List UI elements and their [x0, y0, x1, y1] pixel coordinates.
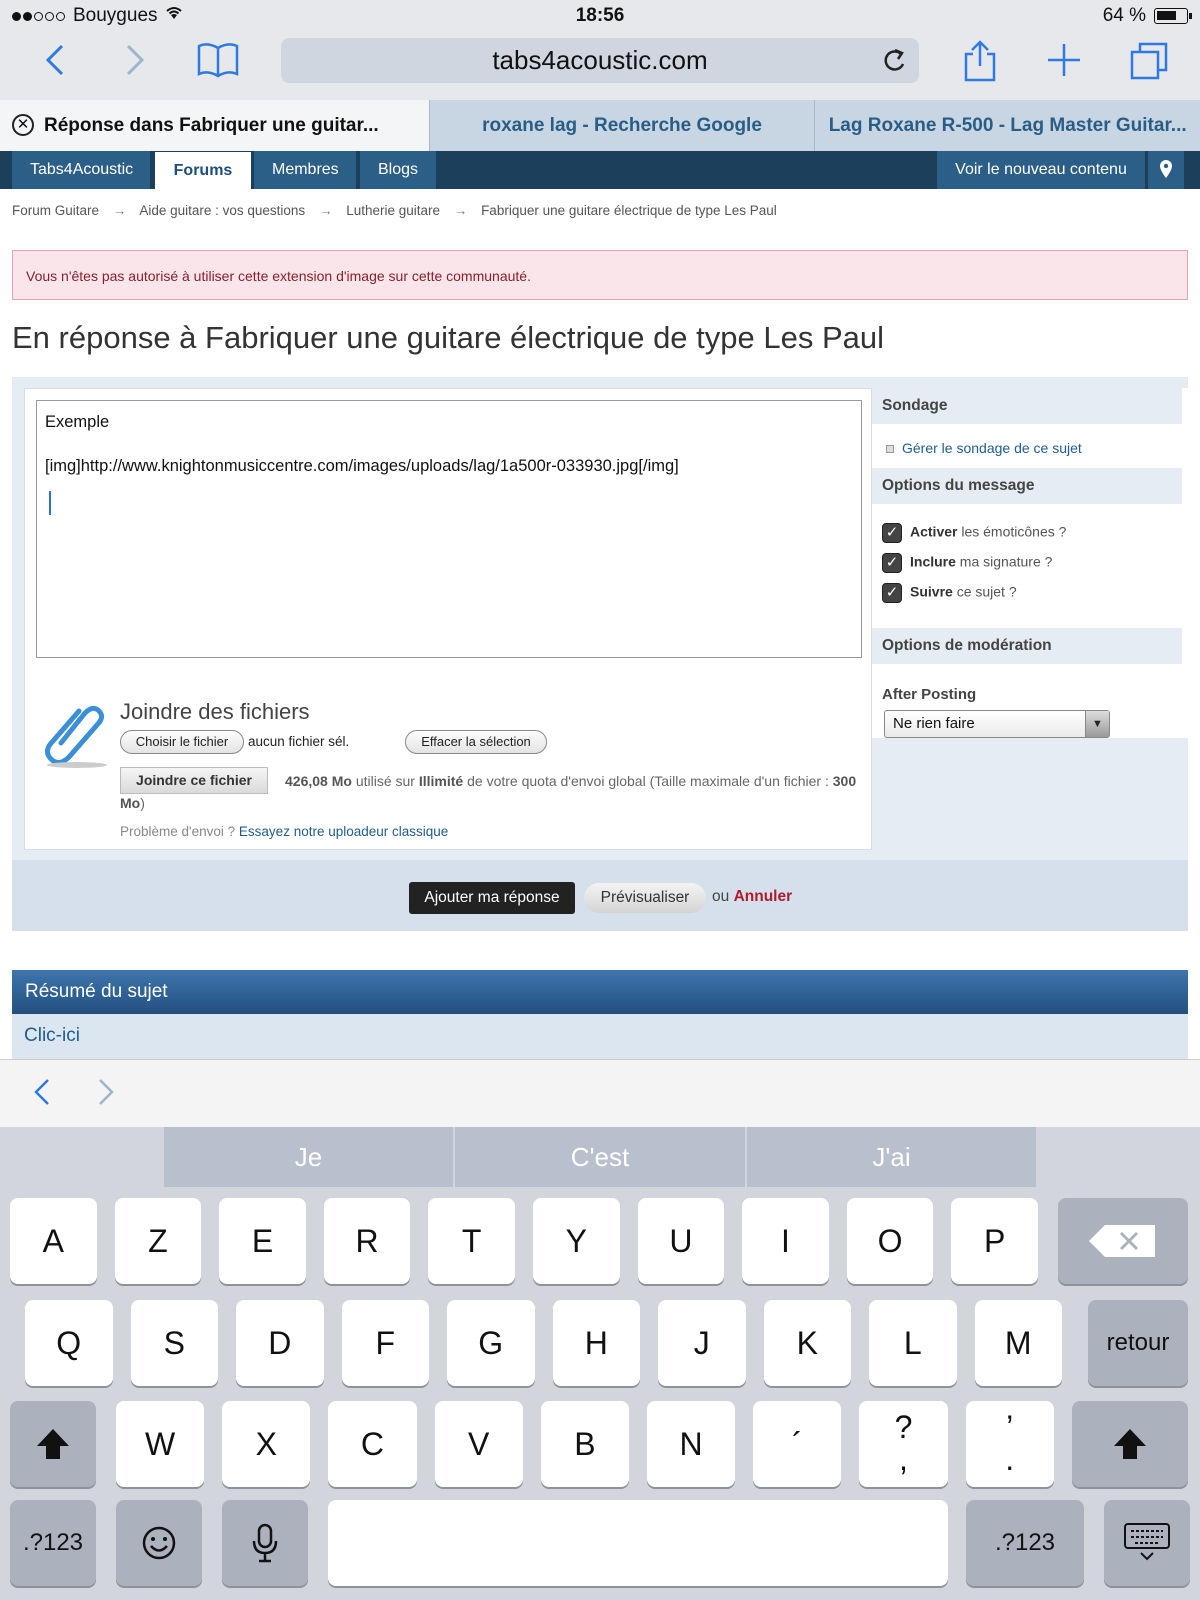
breadcrumb — [12, 203, 787, 218]
checkbox-checked-icon[interactable]: ✓ — [882, 523, 902, 543]
editor-panel — [24, 388, 872, 850]
return-key[interactable]: retour — [1088, 1300, 1188, 1386]
key-9[interactable]: L — [869, 1300, 957, 1386]
key-2[interactable]: Z — [115, 1198, 202, 1284]
key-5[interactable]: T — [428, 1198, 515, 1284]
nav-membres[interactable]: Membres — [254, 151, 356, 189]
breadcrumb-separator: → — [112, 203, 127, 218]
quota-used: 426,08 Mo — [285, 773, 352, 789]
numbers-key[interactable]: .?123 — [966, 1500, 1084, 1586]
no-file-label: aucun fichier sél. — [248, 734, 350, 749]
message-editor[interactable] — [36, 400, 862, 658]
share-icon[interactable] — [962, 40, 998, 89]
key-5[interactable]: G — [447, 1300, 535, 1386]
key-9[interactable]: ’ . — [966, 1401, 1054, 1487]
after-posting-select[interactable] — [884, 710, 1110, 738]
key-9[interactable]: O — [847, 1198, 934, 1284]
breadcrumb-separator: → — [453, 203, 468, 218]
attach-file-button[interactable]: Joindre ce fichier — [120, 767, 268, 794]
browser-tabs — [0, 100, 1200, 151]
checkbox-checked-icon[interactable]: ✓ — [882, 583, 902, 603]
choose-file-button[interactable]: Choisir le fichier — [120, 730, 244, 754]
select-value: Ne rien faire — [893, 715, 975, 732]
bullet-icon — [886, 445, 894, 453]
add-reply-button[interactable]: Ajouter ma réponse — [409, 882, 575, 914]
key-3[interactable]: D — [236, 1300, 324, 1386]
tab-reponse[interactable] — [0, 100, 429, 151]
tab-lag-roxane[interactable] — [814, 100, 1200, 151]
delete-key[interactable] — [1058, 1198, 1188, 1284]
message-options-heading: Options du message — [872, 468, 1182, 504]
nav-blogs[interactable]: Blogs — [360, 151, 436, 189]
key-4[interactable]: V — [435, 1401, 523, 1487]
option-signature[interactable] — [882, 553, 1052, 573]
attach-title: Joindre des fichiers — [120, 699, 310, 724]
manage-poll-link[interactable] — [886, 440, 1082, 456]
site-navbar — [0, 151, 1200, 189]
option-label: ma signature ? — [959, 553, 1053, 570]
microphone-key[interactable] — [222, 1500, 308, 1586]
key-2[interactable]: X — [222, 1401, 310, 1487]
option-label: ce sujet ? — [956, 583, 1017, 600]
key-7[interactable]: U — [638, 1198, 725, 1284]
quota-max: 300 Mo — [120, 773, 857, 811]
page-title: En réponse à Fabriquer une guitare électrique de type Les Paul — [12, 320, 885, 355]
new-content-link[interactable]: Voir le nouveau contenu — [937, 151, 1145, 189]
key-7[interactable]: J — [658, 1300, 746, 1386]
key-10[interactable]: P — [951, 1198, 1038, 1284]
poll-heading: Sondage — [872, 388, 1182, 424]
upload-problem — [120, 824, 448, 839]
key-6[interactable]: H — [553, 1300, 641, 1386]
option-follow[interactable] — [882, 583, 1017, 603]
paperclip-icon — [41, 699, 113, 783]
status-bar — [0, 0, 1200, 32]
clear-selection-button[interactable]: Effacer la sélection — [405, 730, 547, 754]
breadcrumb-current[interactable]: Fabriquer une guitare électrique de type Les Paul — [481, 203, 777, 218]
tab-label: Réponse dans Fabriquer une guitar... — [44, 115, 379, 136]
topic-summary-header: Résumé du sujet — [12, 970, 1188, 1014]
tab-google[interactable] — [429, 100, 815, 151]
nav-tabs4acoustic[interactable]: Tabs4Acoustic — [12, 151, 150, 189]
numbers-key[interactable]: .?123 — [10, 1500, 96, 1586]
reload-icon[interactable] — [881, 38, 907, 96]
key-4[interactable]: R — [324, 1198, 411, 1284]
nav-forums[interactable]: Forums — [155, 152, 251, 190]
error-message: Vous n'êtes pas autorisé à utiliser cette extension d'image sur cette communauté. — [12, 250, 1188, 300]
previous-field-icon[interactable] — [30, 1070, 54, 1124]
quota-limit: Illimité — [418, 773, 464, 789]
editor-line: [img]http://www.knightonmusiccentre.com/images/uploads/lag/1a500r-033930.jpg[/img] — [45, 457, 679, 475]
quota-text: ) — [140, 795, 145, 811]
key-8[interactable]: ? , — [859, 1401, 947, 1487]
poll-link-label: Gérer le sondage de ce sujet — [902, 440, 1082, 456]
breadcrumb-link[interactable]: Forum Guitare — [12, 203, 100, 218]
submit-bar — [12, 860, 1188, 931]
carrier: Bouygues — [73, 5, 158, 26]
key-6[interactable]: N — [647, 1401, 735, 1487]
suggestion-bar — [0, 1127, 1200, 1187]
key-8[interactable]: I — [742, 1198, 829, 1284]
key-1[interactable]: A — [10, 1198, 97, 1284]
quota-text: utilisé sur — [355, 773, 415, 789]
key-3[interactable]: C — [328, 1401, 416, 1487]
or-label: ou — [712, 888, 730, 905]
summary-link[interactable]: Clic-ici — [12, 1014, 1188, 1059]
breadcrumb-link[interactable]: Aide guitare : vos questions — [139, 203, 306, 218]
tab-label: roxane lag - Recherche Google — [482, 115, 762, 136]
key-6[interactable]: Y — [533, 1198, 620, 1284]
next-field-icon[interactable] — [94, 1070, 118, 1124]
back-icon[interactable] — [40, 40, 70, 87]
cancel-link[interactable]: Annuler — [733, 888, 793, 905]
option-bold: Suivre — [910, 583, 953, 600]
text-cursor — [49, 491, 51, 515]
key-1[interactable]: Q — [25, 1300, 113, 1386]
key-5[interactable]: B — [541, 1401, 629, 1487]
shift-key-left[interactable] — [10, 1401, 96, 1487]
key-4[interactable]: F — [342, 1300, 430, 1386]
suggestion[interactable]: C'est — [455, 1127, 745, 1187]
preview-button[interactable]: Prévisualiser — [584, 883, 706, 913]
after-posting-label: After Posting — [882, 686, 977, 703]
tabs-overview-icon[interactable] — [1128, 40, 1170, 89]
key-2[interactable]: S — [131, 1300, 219, 1386]
close-tab-icon[interactable]: ✕ — [12, 114, 34, 136]
clock: 18:56 — [575, 5, 625, 26]
emoji-key[interactable] — [116, 1500, 202, 1586]
checkbox-checked-icon[interactable]: ✓ — [882, 553, 902, 573]
or-cancel — [712, 888, 792, 906]
keyboard-accessory-bar — [0, 1059, 1200, 1127]
location-pin-icon[interactable] — [1148, 151, 1184, 189]
moderation-heading: Options de modération — [872, 628, 1182, 664]
problem-label: Problème d'envoi ? — [120, 824, 236, 839]
key-7[interactable]: ´ — [753, 1401, 841, 1487]
option-label: les émoticônes ? — [961, 523, 1067, 540]
forward-icon[interactable] — [120, 40, 150, 87]
suggestion[interactable]: Je — [164, 1127, 453, 1187]
option-bold: Inclure — [910, 553, 956, 570]
breadcrumb-link[interactable]: Lutherie guitare — [346, 203, 441, 218]
classic-uploader-link[interactable]: Essayez notre uploadeur classique — [238, 824, 449, 839]
suggestion[interactable]: J'ai — [747, 1127, 1036, 1187]
option-emoticons[interactable] — [882, 523, 1066, 543]
option-bold: Activer — [910, 523, 958, 540]
browser-chrome — [0, 0, 1200, 100]
battery-icon — [1154, 8, 1188, 24]
key-3[interactable]: E — [219, 1198, 306, 1284]
reply-form — [12, 377, 1188, 931]
tab-label: Lag Roxane R-500 - Lag Master Guitar... — [828, 115, 1187, 136]
key-10[interactable]: M — [975, 1300, 1063, 1386]
address-bar[interactable] — [281, 38, 919, 83]
dropdown-arrow-icon: ▼ — [1085, 711, 1109, 737]
editor-line: Exemple — [45, 413, 110, 431]
options-sidebar — [872, 388, 1188, 738]
url-text: tabs4acoustic.com — [492, 45, 708, 75]
on-screen-keyboard — [0, 1127, 1200, 1600]
key-1[interactable]: W — [116, 1401, 204, 1487]
key-8[interactable]: K — [764, 1300, 852, 1386]
breadcrumb-separator: → — [318, 203, 333, 218]
quota-text: de votre quota d'envoi global (Taille maximale d'un fichier : — [467, 773, 833, 789]
shift-key-right[interactable] — [1072, 1401, 1188, 1487]
new-tab-icon[interactable] — [1046, 40, 1082, 87]
hide-keyboard-key[interactable] — [1104, 1500, 1190, 1586]
bookmarks-icon[interactable] — [196, 40, 240, 87]
space-key[interactable] — [328, 1500, 948, 1586]
battery-level: 64 % — [1102, 5, 1146, 26]
